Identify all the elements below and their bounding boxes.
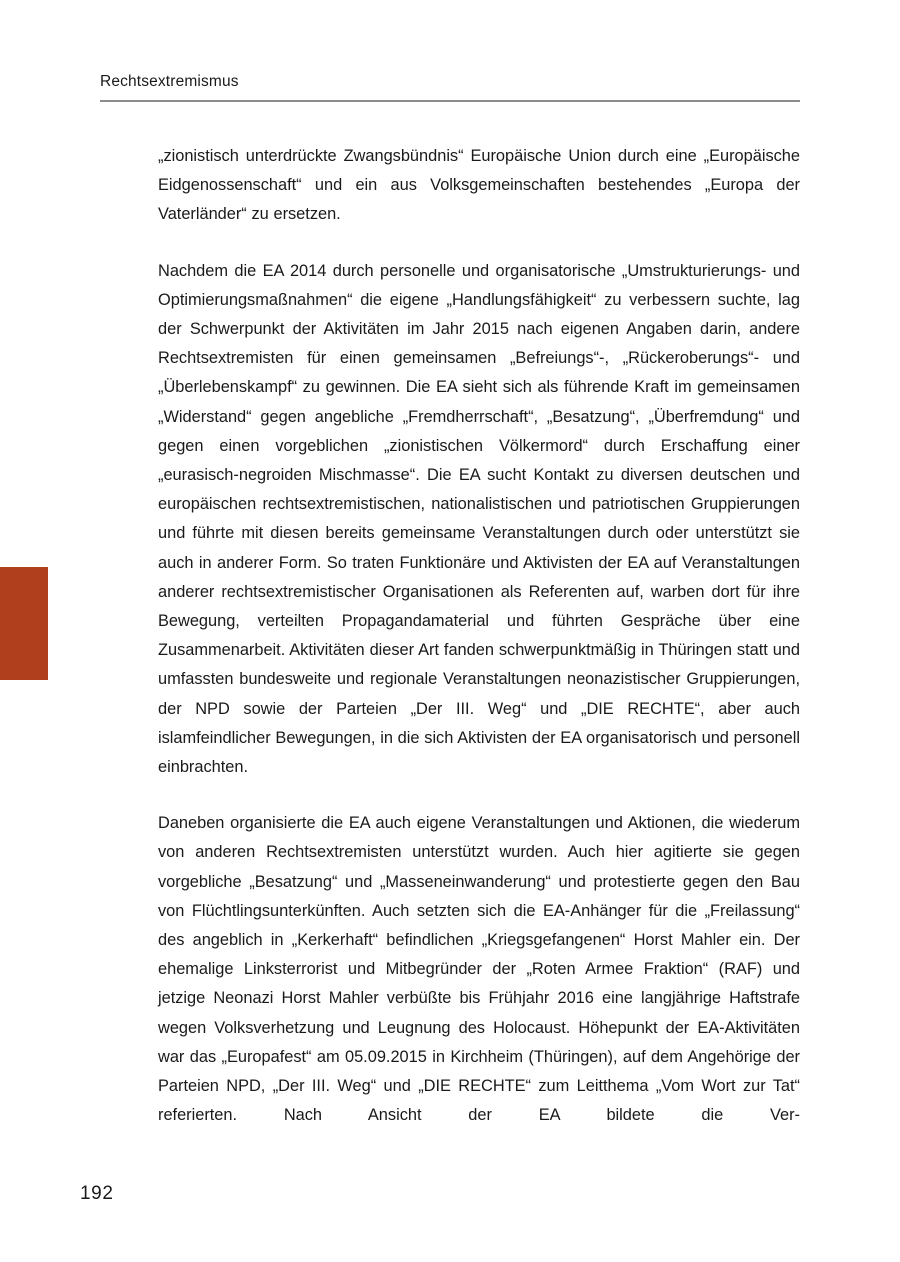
page-number: 192 [80,1183,114,1204]
body-text-column [158,142,800,1160]
header-divider-rule [100,100,800,102]
body-paragraph: Nachdem die EA 2014 durch personelle und organisatorische „Umstrukturierungs- und Optimierungsmaßnahmen“ die eigene „Handlungsfähigkeit“ zu verbessern suchte, lag der Schwerpunkt der Aktivitäten im Jahr 2015 nach eigenen Angaben darin, andere Rechtsextremisten für einen gemeinsamen „Befreiungs“-, „Rückeroberungs“- und „Überlebenskampf“ zu gewinnen. Die EA sieht sich als führende Kraft im gemeinsamen „Widerstand“ gegen angebliche „Fremdherrschaft“, „Besatzung“, „Überfremdung“ und gegen einen vorgeblichen „zionistischen Völkermord“ durch Erschaffung einer „eurasisch-negroiden Mischmasse“. Die EA sucht Kontakt zu diversen deutschen und europäischen rechtsextremistischen, nationalistischen und patriotischen Gruppierungen und führte mit diesen bereits gemeinsame Veranstaltungen durch oder unterstützt sie auch in anderer Form. So traten Funktionäre und Aktivisten der EA auf Veranstaltungen anderer rechtsextremistischer Organisationen als Referenten auf, warben dort für ihre Bewegung, verteilten Propagandamaterial und führten Gespräche über eine Zusammenarbeit. Aktivitäten dieser Art fanden schwerpunktmäßig in Thüringen statt und umfassten bundesweite und regionale Veranstaltungen neonazistischer Gruppierungen, der NPD sowie der Parteien „Der III. Weg“ und „DIE RECHTE“, aber auch islamfeindlicher Bewegungen, in die sich Aktivisten der EA organisatorisch und personell einbrachten. [158,261,800,777]
chapter-thumb-tab [0,567,48,680]
running-head: Rechtsextremismus [100,73,239,90]
body-paragraph: Daneben organisierte die EA auch eigene Veranstaltungen und Aktionen, die wiederum von anderen Rechtsextremisten unterstützt wurden. Auch hier agitierte sie gegen vorgebliche „Besatzung“ und „Masseneinwanderung“ und protestierte gegen den Bau von Flüchtlingsunterkünften. Auch setzten sich die EA-Anhänger für die „Freilassung“ des angeblich in „Kerkerhaft“ befindlichen „Kriegsgefangenen“ Horst Mahler ein. Der ehemalige Linksterrorist und Mitbegründer der „Roten Armee Fraktion“ (RAF) und jetzige Neonazi Horst Mahler verbüßte bis Frühjahr 2016 eine langjährige Haftstrafe wegen Volksverhetzung und Leugnung des Holocaust. Höhepunkt der EA-Aktivitäten war das „Europafest“ am 05.09.2015 in Kirchheim (Thüringen), auf dem Angehörige der Parteien NPD, „Der III. Weg“ und „DIE RECHTE“ zum Leitthema „Vom Wort zur Tat“ referierten. Nach Ansicht der EA bildete die Ver- [158,814,800,1125]
body-paragraph: „zionistisch unterdrückte Zwangsbündnis“ Europäische Union durch eine „Europäische Eidgenossenschaft“ und ein aus Volksgemeinschaften bestehendes „Europa der Vaterländer“ zu ersetzen. [158,147,800,224]
